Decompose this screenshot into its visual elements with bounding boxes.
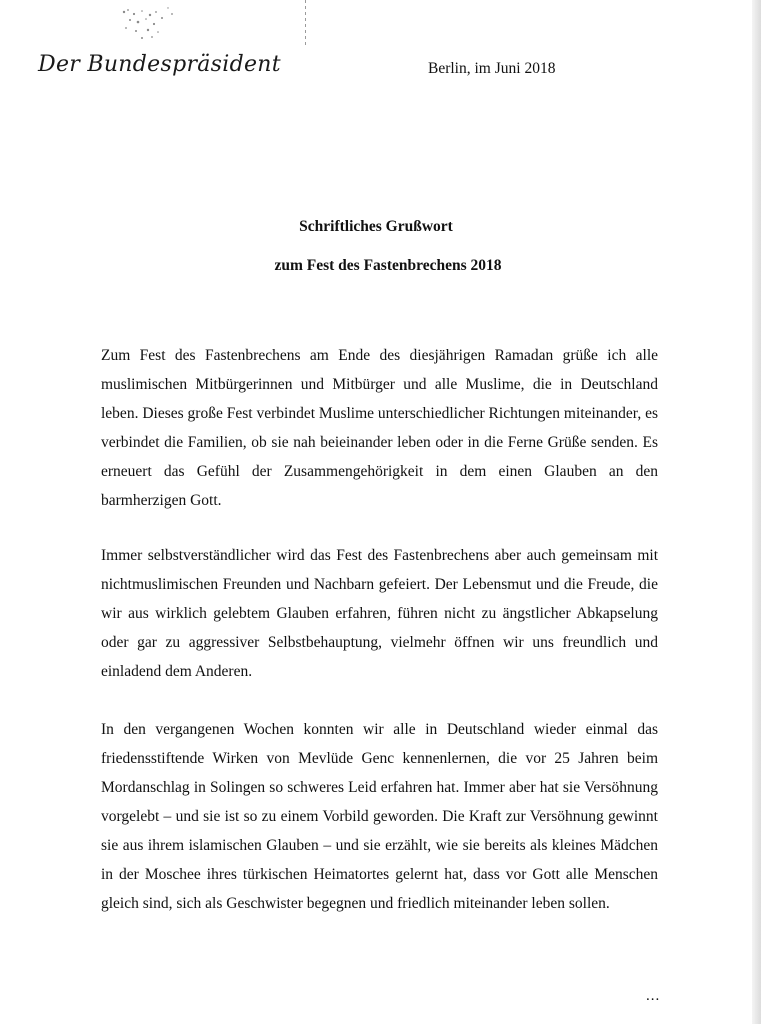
- scan-fold-line: [305, 0, 306, 46]
- paragraph-2: Immer selbstverständlicher wird das Fest des Fastenbrechens aber auch gemeinsam mit nichtmuslimischen Freunden und Nachbarn gefeiert. Der Lebensmut und die Freude, die wir aus wirklich gelebtem Glauben erfahren, führen nicht zu ängstlicher Abkapselung oder gar zu aggressiver Selbstbehauptung, vielmehr öffnen wir uns freundlich und einladend dem Anderen.: [101, 547, 658, 680]
- document-subtitle: zum Fest des Fastenbrechens 2018: [274, 257, 502, 274]
- paragraph-1: Zum Fest des Fastenbrechens am Ende des diesjährigen Ramadan grüße ich alle muslimischen Mitbürgerinnen und Mitbürger und alle Muslime, die in Deutschland leben. Dieses große Fest verbindet Muslime unterschiedlicher Richtungen miteinander, es verbindet die Familien, ob sie nah beieinander leben oder in die Ferne Grüße senden. Es erneuert das Gefühl der Zusammengehörigkeit in dem einen Glauben an den barmherzigen Gott.: [101, 347, 658, 509]
- place-date: Berlin, im Juni 2018: [428, 60, 556, 77]
- embossed-seal-stamp: [112, 0, 182, 44]
- continuation-mark: ...: [646, 988, 661, 1004]
- letterhead-sender: Der Bundespräsident: [38, 52, 281, 77]
- page-edge-shadow: [752, 0, 761, 1024]
- paragraph-3: In den vergangenen Wochen konnten wir alle in Deutschland wieder einmal das friedensstiftende Wirken von Mevlüde Genc kennenlernen, die vor 25 Jahren beim Mordanschlag in Solingen so schweres Leid erfahren hat. Immer aber hat sie Versöhnung vorgelebt – und sie ist so zu einem Vorbild geworden. Die Kraft zur Versöhnung gewinnt sie aus ihrem islamischen Glauben – und sie erzählt, wie sie bereits als kleines Mädchen in der Moschee ihres türkischen Heimatortes gelernt hat, dass vor Gott alle Menschen gleich sind, sich als Geschwister begegnen und friedlich miteinander leben sollen.: [101, 721, 658, 912]
- document-title: Schriftliches Grußwort: [299, 218, 453, 235]
